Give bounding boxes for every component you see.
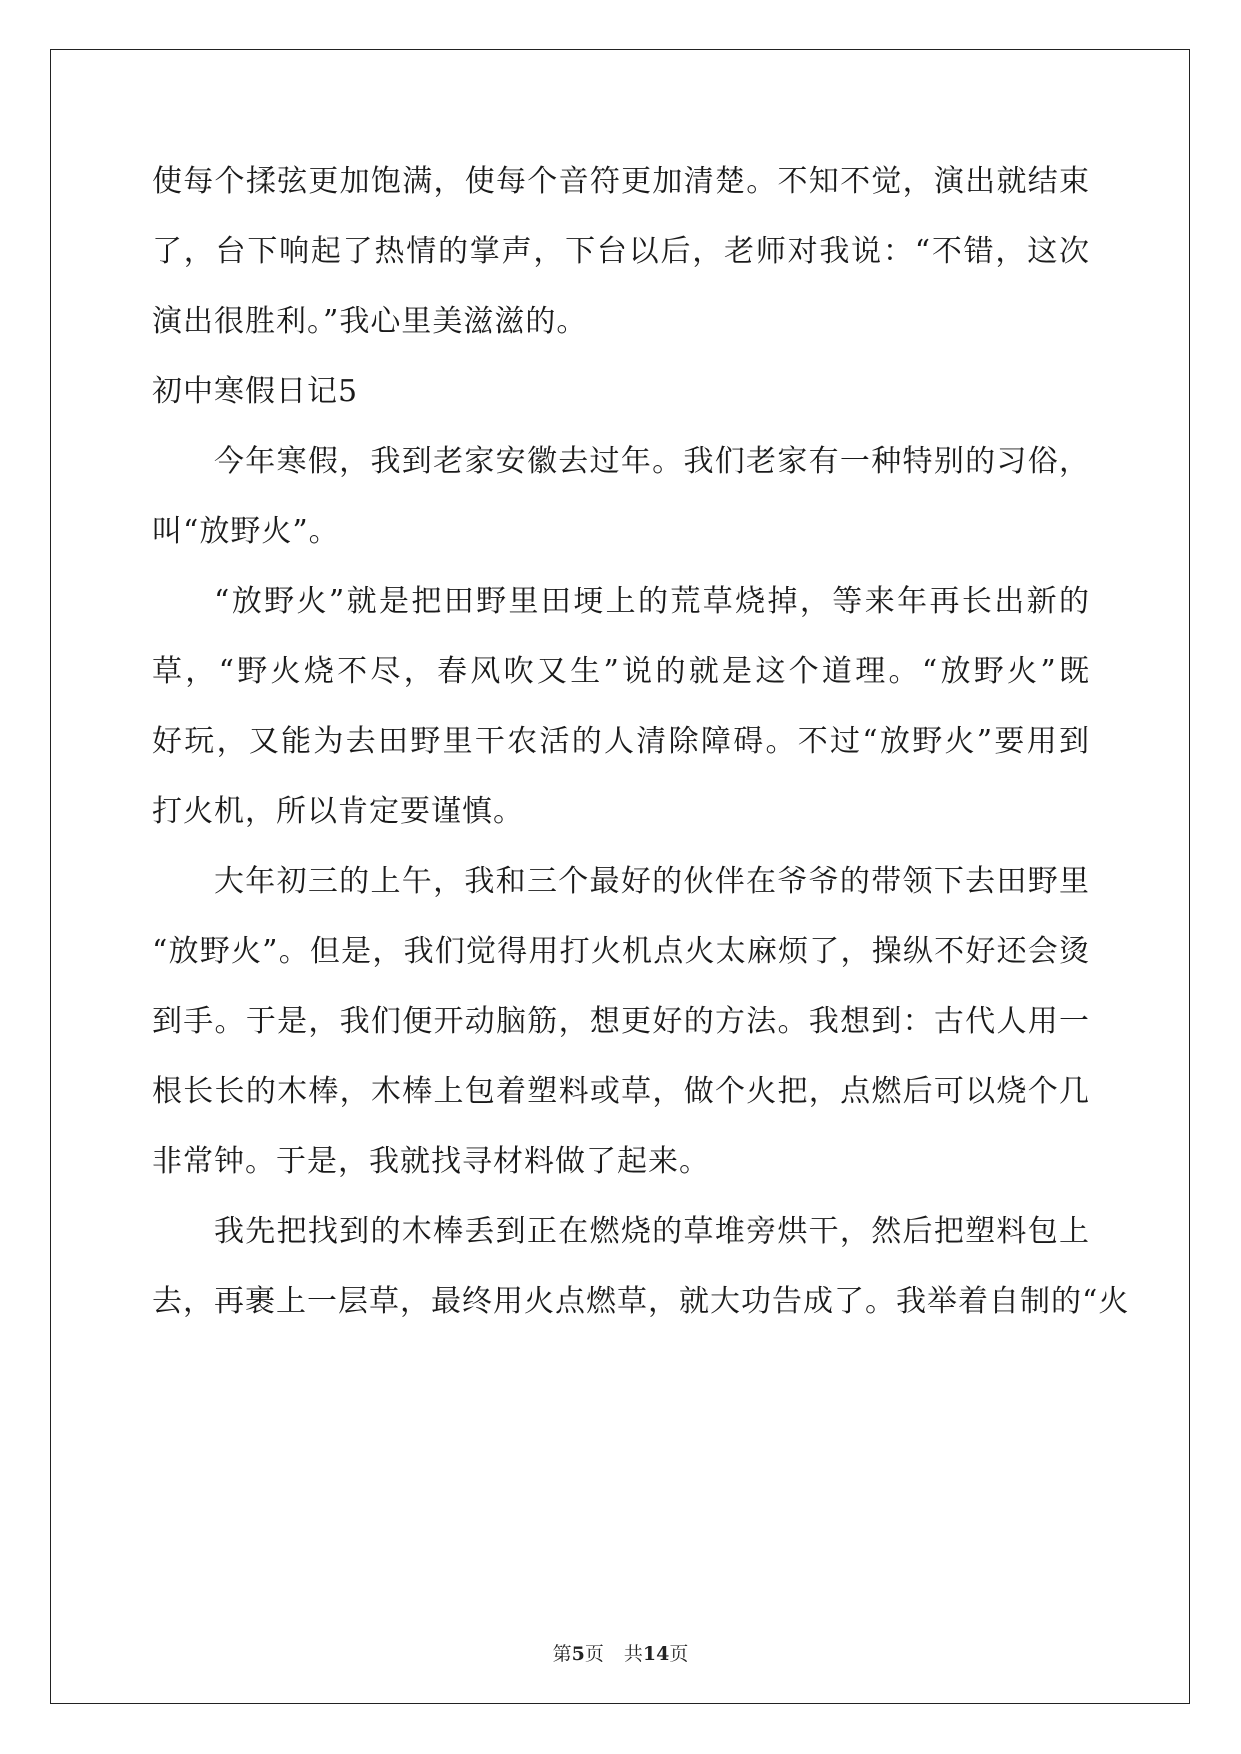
footer-prefix: 第 — [552, 1643, 572, 1665]
footer-page-suffix: 页 — [584, 1643, 604, 1665]
text-line: “放野火”。但是，我们觉得用打火机点火太麻烦了，操纵不好还会烫 — [152, 934, 1090, 969]
text-line: 非常钟。于是，我就找寻材料做了起来。 — [152, 1144, 710, 1179]
text-line: “放野火”就是把田野里田埂上的荒草烧掉，等来年再长出新的 — [214, 584, 1090, 619]
total-pages: 14 — [642, 1643, 670, 1665]
text-line: 草，“野火烧不尽，春风吹又生”说的就是这个道理。“放野火”既 — [152, 654, 1090, 689]
text-line: 使每个揉弦更加饱满，使每个音符更加清楚。不知不觉，演出就结束 — [152, 164, 1090, 199]
text-line: 打火机，所以肯定要谨慎。 — [152, 794, 524, 829]
footer-total-suffix: 页 — [669, 1643, 689, 1665]
text-line: 根长长的木棒，木棒上包着塑料或草，做个火把，点燃后可以烧个几 — [152, 1074, 1090, 1109]
page-footer — [0, 1642, 1241, 1666]
text-line: 今年寒假，我到老家安徽去过年。我们老家有一种特别的习俗， — [214, 444, 1090, 479]
text-line: 大年初三的上午，我和三个最好的伙伴在爷爷的带领下去田野里 — [214, 864, 1090, 899]
text-line: 好玩，又能为去田野里干农活的人清除障碍。不过“放野火”要用到 — [152, 724, 1090, 759]
section-heading: 初中寒假日记5 — [152, 374, 359, 409]
text-line: 到手。于是，我们便开动脑筋，想更好的方法。我想到：古代人用一 — [152, 1004, 1090, 1039]
text-line: 了，台下响起了热情的掌声，下台以后，老师对我说：“不错，这次 — [152, 234, 1090, 269]
text-line: 去，再裹上一层草，最终用火点燃草，就大功告成了。我举着自制的“火 — [152, 1284, 1130, 1319]
page-number: 5 — [571, 1643, 585, 1665]
text-line: 叫“放野火”。 — [152, 514, 340, 549]
footer-total-prefix: 共 — [623, 1643, 643, 1665]
text-line: 演出很胜利。”我心里美滋滋的。 — [152, 304, 588, 339]
text-line: 我先把找到的木棒丢到正在燃烧的草堆旁烘干，然后把塑料包上 — [214, 1214, 1090, 1249]
